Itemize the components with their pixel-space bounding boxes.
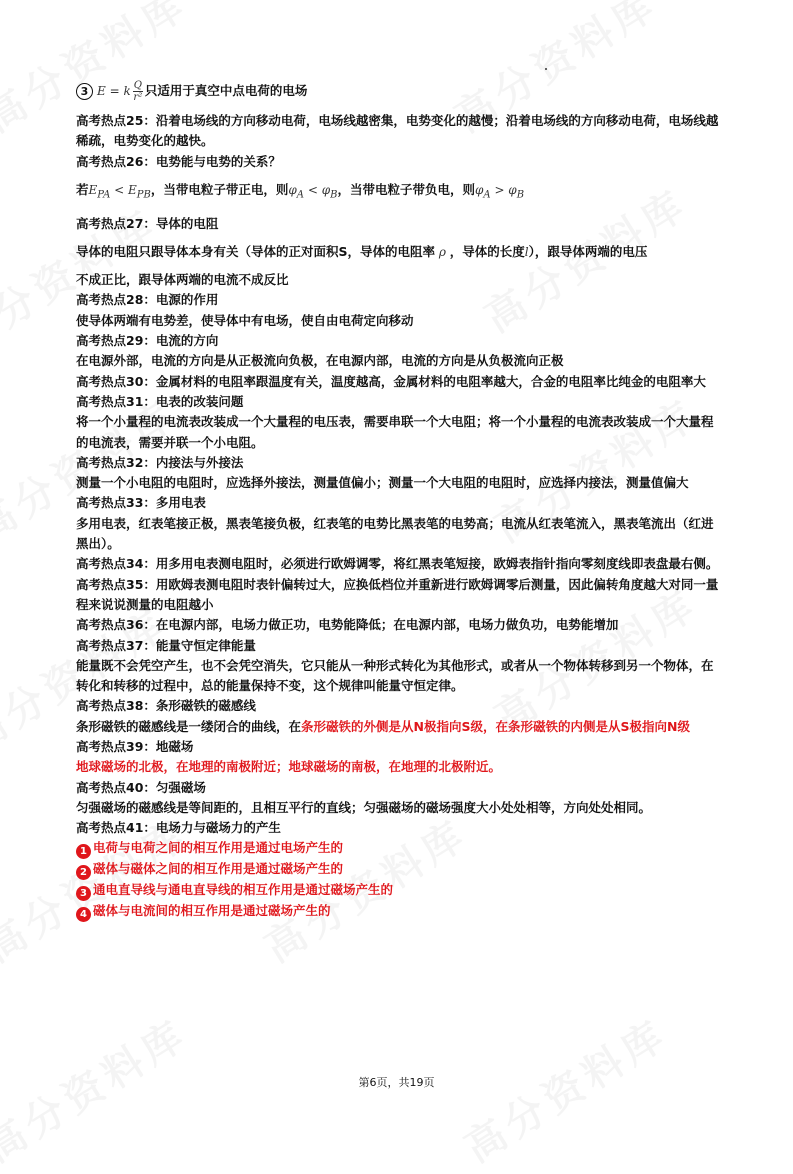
section-32: 高考热点32：内接法与外接法 <box>76 454 244 470</box>
section-31-body: 将一个小量程的电流表改装成一个大量程的电压表，需要串联一个大电阻；将一个小量程的电流表改装成一个大量程的电流表，需要并联一个小电阻。 <box>76 414 714 450</box>
section-38-body: 条形磁铁的磁感线是一缕闭合的曲线，在条形磁铁的外侧是从N极指向S级，在条形磁铁的内侧是从S极指向N级 <box>76 718 690 734</box>
section-26: 高考热点26：电势能与电势的关系？ <box>76 153 281 169</box>
list-item: 4 磁体与电流间的相互作用是通过磁场产生的 <box>76 901 722 922</box>
section-40-body: 匀强磁场的磁感线是等间距的，且相互平行的直线；匀强磁场的磁场强度大小处处相等，方向处处相同。 <box>76 799 652 815</box>
stray-dot <box>545 68 547 70</box>
section-27: 高考热点27：导体的电阻 <box>76 215 219 231</box>
section-25: 高考热点25：沿着电场线的方向移动电荷，电场线越密集，电势变化的越慢；沿着电场线的方向移动电荷，电场线越稀疏，电势变化的越快。 <box>76 113 719 149</box>
section-34: 高考热点34：用多用电表测电阻时，必须进行欧姆调零，将红黑表笔短接，欧姆表指针指向零刻度线即表盘最右侧。 <box>76 556 719 572</box>
numbered-bullet-icon: 1 <box>76 844 91 859</box>
document-body <box>76 80 722 922</box>
section-37: 高考热点37：能量守恒定律能量 <box>76 637 256 653</box>
section-28-body: 使导体两端有电势差，使导体中有电场，使自由电荷定向移动 <box>76 312 414 328</box>
section-33-body: 多用电表，红表笔接正极，黑表笔接负极，红表笔的电势比黑表笔的电势高；电流从红表笔流入，黑表笔流出（红进黑出）。 <box>76 515 714 552</box>
formula-note: 只适用于真空中点电荷的电场 <box>144 83 308 98</box>
section-33: 高考热点33：多用电表 <box>76 495 206 511</box>
list-item: 3 通电直导线与通电直导线的相互作用是通过磁场产生的 <box>76 880 722 901</box>
list-item: 2 磁体与磁体之间的相互作用是通过磁场产生的 <box>76 859 722 880</box>
formula-line <box>76 80 722 103</box>
section-38: 高考热点38：条形磁铁的磁感线 <box>76 698 256 714</box>
page-footer: 第6页，共19页 <box>358 1076 435 1089</box>
section-32-body: 测量一个小电阻的电阻时，应选择外接法，测量值偏小；测量一个大电阻的电阻时，应选择内接法，测量值偏大 <box>76 475 689 491</box>
section-28: 高考热点28：电源的作用 <box>76 292 219 308</box>
section-29: 高考热点29：电流的方向 <box>76 333 219 349</box>
section-39-body: 地球磁场的北极，在地理的南极附近；地球磁场的南极，在地理的北极附近。 <box>76 759 502 775</box>
section-29-body: 在电源外部，电流的方向是从正极流向负极，在电源内部，电流的方向是从负极流向正极 <box>76 353 564 369</box>
math-phia-greater-phib: $\varphi_A > \varphi_B$ <box>474 182 525 201</box>
numbered-bullet-icon: 3 <box>76 886 91 901</box>
section-31: 高考热点31：电表的改装问题 <box>76 393 244 409</box>
highlight-text: 条形磁铁的外侧是从N极指向S级，在条形磁铁的内侧是从S极指向N级 <box>301 718 690 734</box>
section-36: 高考热点36：在电源内部，电场力做正功，电势能降低；在电源内部，电场力做负功，电势能增加 <box>76 617 619 633</box>
section-37-body: 能量既不会凭空产生，也不会凭空消失，它只能从一种形式转化为其他形式，或者从一个物体转移到另一个物体，在转化和转移的过程中，总的能量保持不变，这个规律叫能量守恒定律。 <box>76 657 714 694</box>
section-40: 高考热点40：匀强磁场 <box>76 779 206 795</box>
math-rho: ρ <box>435 244 450 259</box>
math-l: l <box>524 244 529 259</box>
section-39: 高考热点39：地磁场 <box>76 739 194 754</box>
section-27-body: 导体的电阻只跟导体本身有关（导体的正对面积S，导体的电阻率 ρ ，导体的长度l），跟导体两端的电压 <box>76 243 648 259</box>
section-35: 高考热点35：用欧姆表测电阻时表针偏转过大，应换低档位并重新进行欧姆调零后测量，因此偏转角度越大对同一量程来说说测量的电阻越小 <box>76 576 719 612</box>
list-item: 1 电荷与电荷之间的相互作用是通过电场产生的 <box>76 838 722 859</box>
numbered-bullet-icon: 2 <box>76 865 91 880</box>
coulomb-field-formula: E = k $\frac{Q}{\text{r²}}$ <box>97 80 143 103</box>
section-41: 高考热点41：电场力与磁场力的产生 <box>76 820 281 836</box>
math-epa-less-epb: $E_{PA} < E_{PB}$ <box>88 182 151 201</box>
numbered-bullet-icon: 4 <box>76 907 91 922</box>
section-26-body: 若$E_{PA} < E_{PB}$，当带电粒子带正电，则$\varphi_A < \varphi_B$，当带电粒子带负电，则$\varphi_A > \varphi_B$ <box>76 181 525 201</box>
circled-number: 3 <box>76 83 93 100</box>
section-27-body-cont: 不成正比，跟导体两端的电流不成反比 <box>76 272 289 288</box>
section-30: 高考热点30：金属材料的电阻率跟温度有关，温度越高，金属材料的电阻率越大，合金的电阻率比纯金的电阻率大 <box>76 373 706 389</box>
math-phia-less-phib: $\varphi_A < \varphi_B$ <box>288 182 338 201</box>
